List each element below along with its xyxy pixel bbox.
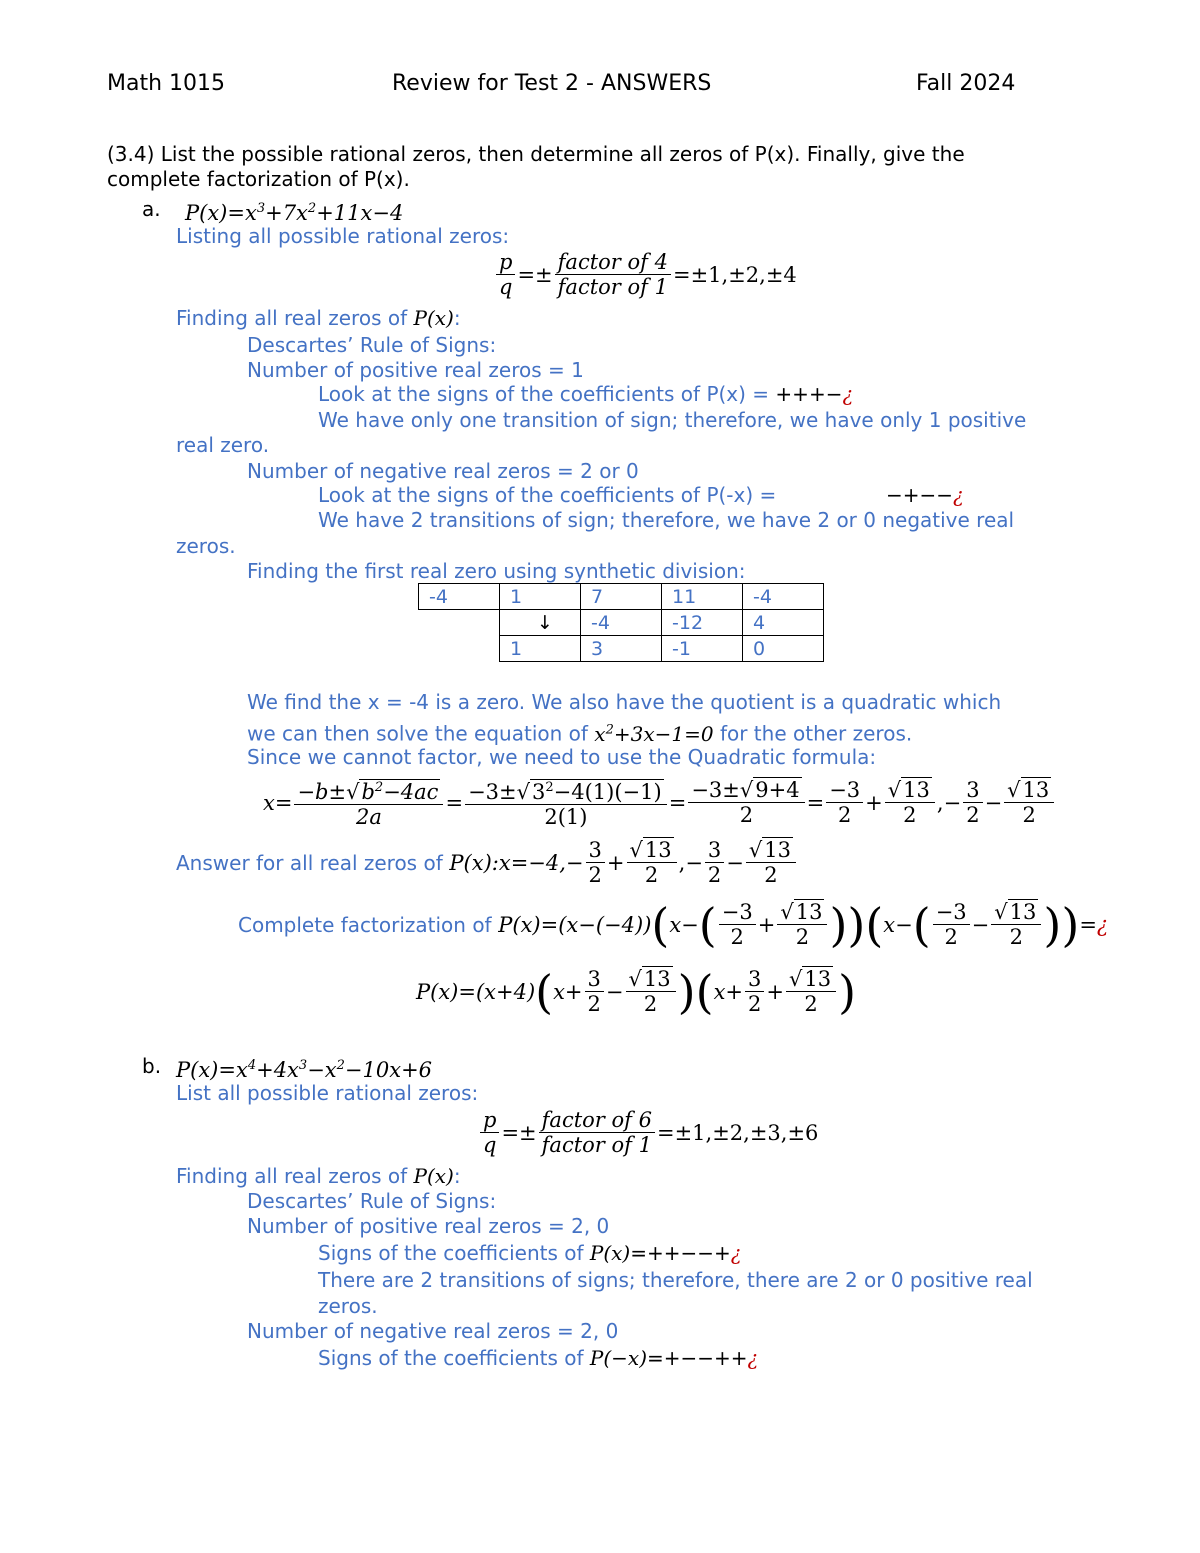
- part-b-polynomial: $P(x)=x^4+4x^3-x^2-10x+6$: [176, 1058, 433, 1082]
- part-a-listing: Listing all possible rational zeros:: [176, 224, 510, 248]
- part-a-pq-num: factor of 4: [555, 250, 671, 275]
- part-a-neg-look: Look at the signs of the coefficients of P(-x) =: [318, 483, 777, 507]
- part-a-pq-den: factor of 1: [557, 275, 668, 299]
- part-b-pq-den: factor of 1: [541, 1133, 652, 1157]
- part-b-pos-signs: Signs of the coefficients of P(x)=++−−+¿: [318, 1241, 742, 1265]
- part-b-pq-equation: $\frac{p}{q}$ =± $\frac{\text{factor of 6}}{\text{factor of 1}}$ =±1,±2,±3,±6: [478, 1108, 818, 1157]
- intro-line-1: (3.4) List the possible rational zeros, then determine all zeros of P(x). Finally, give the: [107, 142, 965, 166]
- part-a-found-2: we can then solve the equation of $x^2+3x-1=0$ for the other zeros.: [247, 721, 913, 746]
- document-title: Review for Test 2 - ANSWERS: [392, 71, 712, 96]
- part-a-polynomial: $P(x)=x^3+7x^2+11x-4$: [185, 201, 404, 225]
- part-b-neg-count: Number of negative real zeros = 2, 0: [247, 1319, 619, 1343]
- table-row: -4 1 7 11 -4: [419, 584, 824, 610]
- part-a-factorization: Complete factorization of P(x)=(x−(−4)) ( x− ( $\frac{-3}{2}$ + $\frac{√13}{2}$ ))( x− ( $\frac{-3}{2}$ − $\frac{√13}{2}$ )) = ¿: [238, 897, 1109, 952]
- part-b-listing: List all possible rational zeros:: [176, 1081, 479, 1105]
- part-a-neg-note-1: We have 2 transitions of sign; therefore, we have 2 or 0 negative real: [318, 508, 1015, 532]
- part-a-neg-signs: −+−−¿: [886, 483, 964, 507]
- part-b-descartes: Descartes’ Rule of Signs:: [247, 1189, 497, 1213]
- part-b-pos-note-1: There are 2 transitions of signs; therefore, there are 2 or 0 positive real: [318, 1268, 1033, 1292]
- part-a-pos-look: Look at the signs of the coefficients of P(x) = +++−¿: [318, 382, 854, 406]
- part-b-pos-note-2: zeros.: [318, 1294, 378, 1318]
- part-a-synthetic-title: Finding the first real zero using synthetic division:: [247, 559, 746, 583]
- part-a-factorization-result: P(x)=(x+4) ( x+ $\frac{3}{2}$ − $\frac{√13}{2}$ )( x+ $\frac{3}{2}$ + $\frac{√13}{2}$ ): [416, 964, 857, 1019]
- part-a-pq-equation: $\frac{p}{q}$ =± $\frac{\text{factor of 4}}{\text{factor of 1}}$ =±1,±2,±4: [494, 250, 797, 299]
- quadratic-formula: x= $\frac{-b\pm√b^2-4ac}{2a}$ = $\frac{-3\pm√3^2-4(1)(-1)}{2(1)}$ = $\frac{-3\pm√9+4}{2}$ = $\frac{-3}{2}$ + $\frac{√13}{2}$ , − $\frac{3}{2}$ − $\frac{√13}{2}$: [263, 776, 1056, 829]
- part-a-pq-result: =±1,±2,±4: [672, 262, 797, 287]
- part-a-pos-count: Number of positive real zeros = 1: [247, 358, 584, 382]
- table-row: 1 3 -1 0: [419, 636, 824, 662]
- part-b-pos-count: Number of positive real zeros = 2, 0: [247, 1214, 610, 1238]
- course-name: Math 1015: [107, 71, 226, 96]
- intro-line-2: complete factorization of P(x).: [107, 167, 410, 191]
- part-b-pq-num: factor of 6: [539, 1108, 655, 1133]
- part-b-finding: Finding all real zeros of P(x):: [176, 1164, 461, 1188]
- part-a-pos-note-1: We have only one transition of sign; therefore, we have only 1 positive: [318, 408, 1027, 432]
- part-b-pq-result: =±1,±2,±3,±6: [656, 1120, 819, 1145]
- part-b-neg-signs: Signs of the coefficients of P(−x)=+−−++¿: [318, 1346, 759, 1370]
- part-a-neg-count: Number of negative real zeros = 2 or 0: [247, 459, 639, 483]
- part-a-finding: Finding all real zeros of P(x):: [176, 306, 461, 330]
- synthetic-division-table: [418, 583, 824, 662]
- part-a-neg-note-2: zeros.: [176, 534, 236, 558]
- part-a-answer: Answer for all real zeros of P(x):x=−4,− $\frac{3}{2}$ + $\frac{√13}{2}$ ,− $\frac{3}{2}$ − $\frac{√13}{2}$: [176, 838, 798, 887]
- part-a-pos-note-2: real zero.: [176, 433, 270, 457]
- table-row: ↓ -4 -12 4: [419, 610, 824, 636]
- part-a-label: a.: [142, 197, 161, 221]
- part-a-found-3: Since we cannot factor, we need to use the Quadratic formula:: [247, 745, 877, 769]
- part-a-found-1: We find the x = -4 is a zero. We also have the quotient is a quadratic which: [247, 690, 1002, 714]
- part-a-descartes: Descartes’ Rule of Signs:: [247, 333, 497, 357]
- part-b-label: b.: [142, 1054, 162, 1078]
- term: Fall 2024: [916, 71, 1016, 96]
